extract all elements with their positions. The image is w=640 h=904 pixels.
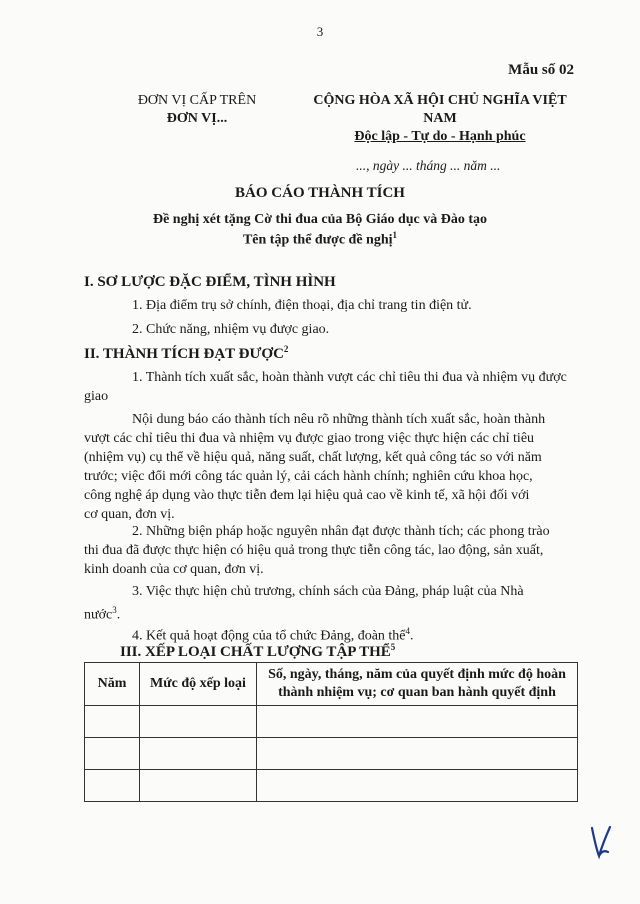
page-number: 3 [316,24,324,39]
measures-line: kinh doanh của cơ quan, đơn vị. [84,562,264,577]
column-header-decision [257,663,578,706]
achievement-detail-line: vượt các chỉ tiêu thi đua và nhiệm vụ được giao trong việc thực hiện các chỉ tiêu [84,431,535,446]
section-3-heading-text: III. XẾP LOẠI CHẤT LƯỢNG TẬP THỂ [120,644,391,660]
achievement-line: giao [84,389,109,404]
table-cell[interactable] [257,738,578,770]
collective-name-line [0,230,640,249]
report-subtitle: Đề nghị xét tặng Cờ thi đua của Bộ Giáo dục và Đào tạo [152,212,488,227]
report-title: BÁO CÁO THÀNH TÍCH [235,185,405,201]
initial-mark-icon [588,822,614,862]
national-title: CỘNG HÒA XÃ HỘI CHỦ NGHĨA VIỆT NAM [313,93,567,126]
table-row [85,706,578,738]
footnote-ref: 2 [283,344,289,354]
table-cell[interactable] [85,738,140,770]
section-3-heading [120,642,395,661]
section-2-heading [84,344,288,363]
table-cell[interactable] [140,706,257,738]
table-row [85,738,578,770]
table-header-row [85,663,578,706]
national-header [300,92,580,146]
footnote-ref: 5 [390,642,396,652]
policy-line-text: nước [84,607,113,623]
section-1-item-2: 2. Chức năng, nhiệm vụ được giao. [132,322,330,337]
decision-header-line: thành nhiệm vụ; cơ quan ban hành quyết định [278,685,556,700]
table-cell[interactable] [257,706,578,738]
policy-line: 3. Việc thực hiện chủ trương, chính sách của Đảng, pháp luật của Nhà [132,584,524,599]
achievement-detail-line: (nhiệm vụ) cụ thể về hiệu quả, năng suất, chất lượng, kết quả công tác so với năm [84,450,542,465]
decision-header-line: Số, ngày, tháng, năm của quyết định mức độ hoàn [268,667,566,682]
table-cell[interactable] [140,738,257,770]
table-row [85,770,578,802]
quality-rating-table [84,662,578,802]
issuing-unit-header [132,92,262,128]
column-header-year: Năm [85,663,140,706]
table-cell[interactable] [85,770,140,802]
footnote-ref: 1 [392,230,398,240]
table-cell[interactable] [140,770,257,802]
footnote-ref: 4 [405,626,411,636]
measures-line: 2. Những biện pháp hoặc nguyên nhân đạt được thành tích; các phong trào [132,524,550,539]
achievement-detail-line: công nghệ áp dụng vào thực tiễn đem lại hiệu quả cao về kinh tế, xã hội đối với [84,488,530,503]
national-motto: Độc lập - Tự do - Hạnh phúc [354,129,526,144]
collective-name: Tên tập thể được đề nghị [242,232,393,248]
section-1-heading: I. SƠ LƯỢC ĐẶC ĐIỂM, TÌNH HÌNH [84,274,336,290]
date-line: ..., ngày ... tháng ... năm ... [356,158,501,173]
achievement-detail-line: trước; việc đổi mới công tác quản lý, cải cách hành chính; nghiên cứu khoa học, [84,469,533,484]
footnote-ref: 3 [112,605,117,615]
achievement-detail-line: cơ quan, đơn vị. [84,507,175,522]
party-result-line: 4. Kết quả hoạt động của tổ chức Đảng, đoàn thể$^4$. [132,626,414,644]
unit-label: ĐƠN VỊ... [166,111,228,126]
column-header-rating: Mức độ xếp loại [140,663,257,706]
achievement-line: 1. Thành tích xuất sắc, hoàn thành vượt các chỉ tiêu thi đua và nhiệm vụ được [132,370,567,385]
table-cell[interactable] [85,706,140,738]
section-1-item-1: 1. Địa điểm trụ sở chính, điện thoại, địa chỉ trang tin điện tử. [132,298,472,313]
policy-line: nước$^3$. [84,605,121,623]
superior-unit-label: ĐƠN VỊ CẤP TRÊN [137,93,257,108]
form-number: Mẫu số 02 [508,62,574,78]
achievement-detail-line: Nội dung báo cáo thành tích nêu rõ những thành tích xuất sắc, hoàn thành [132,412,546,427]
section-2-heading-text: II. THÀNH TÍCH ĐẠT ĐƯỢC [84,346,284,362]
table-cell[interactable] [257,770,578,802]
measures-line: thi đua đã được thực hiện có hiệu quả trong thực tiễn công tác, lao động, sản xuất, [84,543,544,558]
party-result-text: 4. Kết quả hoạt động của tổ chức Đảng, đoàn thể [132,628,406,644]
